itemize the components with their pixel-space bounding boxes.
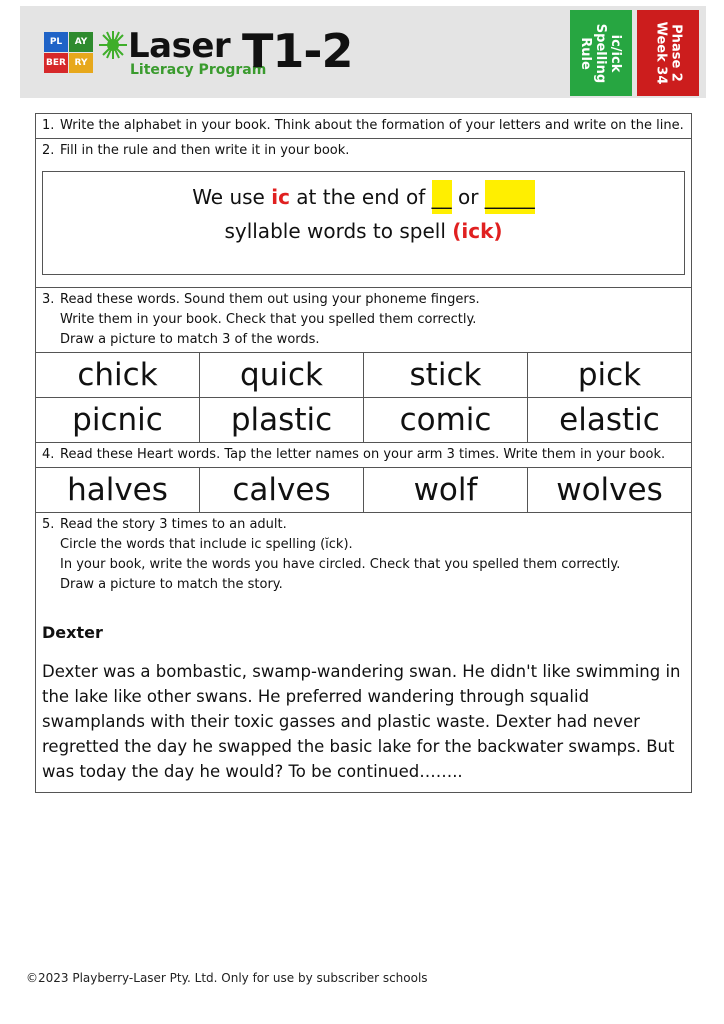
brand-word: Laser [128, 26, 231, 66]
section-2-number: 2. [42, 143, 55, 158]
rule-text-2: at the end of [289, 185, 432, 209]
section-4-text: Read these Heart words. Tap the letter names on your arm 3 times. Write them in your book. [60, 447, 666, 462]
logo-piece-pl: PL [44, 32, 68, 52]
rule-line-1 [43, 180, 684, 214]
logo-piece-ry: RY [69, 53, 93, 73]
word-cell: picnic [36, 398, 200, 442]
fill-blank-1[interactable]: __ [432, 180, 452, 214]
word-grid-row-2 [36, 398, 691, 443]
heart-word-cell: halves [36, 468, 200, 512]
phase-line-2: Week 34 [653, 21, 668, 85]
section-3-line-1: Read these words. Sound them out using your phoneme fingers. [60, 292, 480, 307]
section-2 [36, 139, 691, 288]
word-cell: pick [577, 357, 642, 393]
section-5-line-4: Draw a picture to match the story. [60, 577, 283, 592]
logo-piece-ay: AY [69, 32, 93, 52]
logo-piece-ber: BER [44, 53, 68, 73]
worksheet-table [35, 113, 692, 793]
topic-line-1: ic/ick [608, 34, 624, 72]
heart-word-cell: wolves [556, 472, 663, 508]
spelling-rule-box [42, 171, 685, 275]
word-cell: elastic [559, 402, 660, 438]
story-title: Dexter [42, 623, 103, 642]
laser-burst-icon [98, 30, 128, 60]
word-cell: chick [36, 353, 200, 397]
level-label: T1-2 [242, 24, 353, 78]
rule-text-3: syllable words to spell [224, 219, 453, 243]
section-1 [36, 114, 691, 139]
phase-tag [637, 10, 699, 96]
section-5-line-3: In your book, write the words you have circled. Check that you spelled them correctly. [60, 557, 621, 572]
heart-word-grid [36, 468, 691, 513]
rule-or: or [451, 185, 485, 209]
section-3-line-3: Draw a picture to match 3 of the words. [60, 332, 320, 347]
topic-tag [570, 10, 632, 96]
word-cell: comic [364, 398, 528, 442]
rule-text: We use [192, 185, 272, 209]
word-cell: plastic [200, 398, 364, 442]
section-1-text: Write the alphabet in your book. Think about the formation of your letters and write on the line. [60, 118, 684, 133]
story-text: Dexter was a bombastic, swamp-wandering swan. He didn't like swimming in the lake like other swans. He preferred wandering through squalid swamplands with their toxic gasses and plastic waste. Dexter had never regretted the day he swapped the basic lake for the backwater swamps. But was today the day he would? To be continued…….. [42, 662, 681, 781]
fill-blank-2[interactable]: _____ [485, 180, 535, 214]
section-4 [36, 443, 691, 468]
heart-word-cell: calves [200, 468, 364, 512]
word-cell: stick [364, 353, 528, 397]
phase-line-1: Phase 2 [668, 24, 683, 82]
section-3-line-2: Write them in your book. Check that you spelled them correctly. [60, 312, 477, 327]
rule-line-2 [43, 214, 684, 248]
section-3-number: 3. [42, 292, 55, 307]
topic-line-3: Rule [578, 36, 594, 70]
rule-ic: ic [271, 185, 290, 209]
section-5 [36, 513, 691, 792]
brand-subtitle: Literacy Program [130, 62, 267, 78]
section-5-line-2: Circle the words that include ic spelling (ĭck). [60, 537, 353, 552]
section-2-text: Fill in the rule and then write it in your book. [60, 143, 350, 158]
section-5-number: 5. [42, 517, 55, 532]
heart-word-cell: wolf [364, 468, 528, 512]
section-4-number: 4. [42, 447, 55, 462]
playberry-logo [44, 32, 94, 74]
section-1-number: 1. [42, 118, 55, 133]
topic-line-2: Spelling [593, 23, 609, 83]
word-grid-row-1 [36, 353, 691, 398]
rule-ick: (ick) [452, 219, 503, 243]
section-3 [36, 288, 691, 353]
word-cell: quick [200, 353, 364, 397]
copyright-footer: ©2023 Playberry-Laser Pty. Ltd. Only for use by subscriber schools [26, 971, 428, 985]
section-5-line-1: Read the story 3 times to an adult. [60, 517, 287, 532]
